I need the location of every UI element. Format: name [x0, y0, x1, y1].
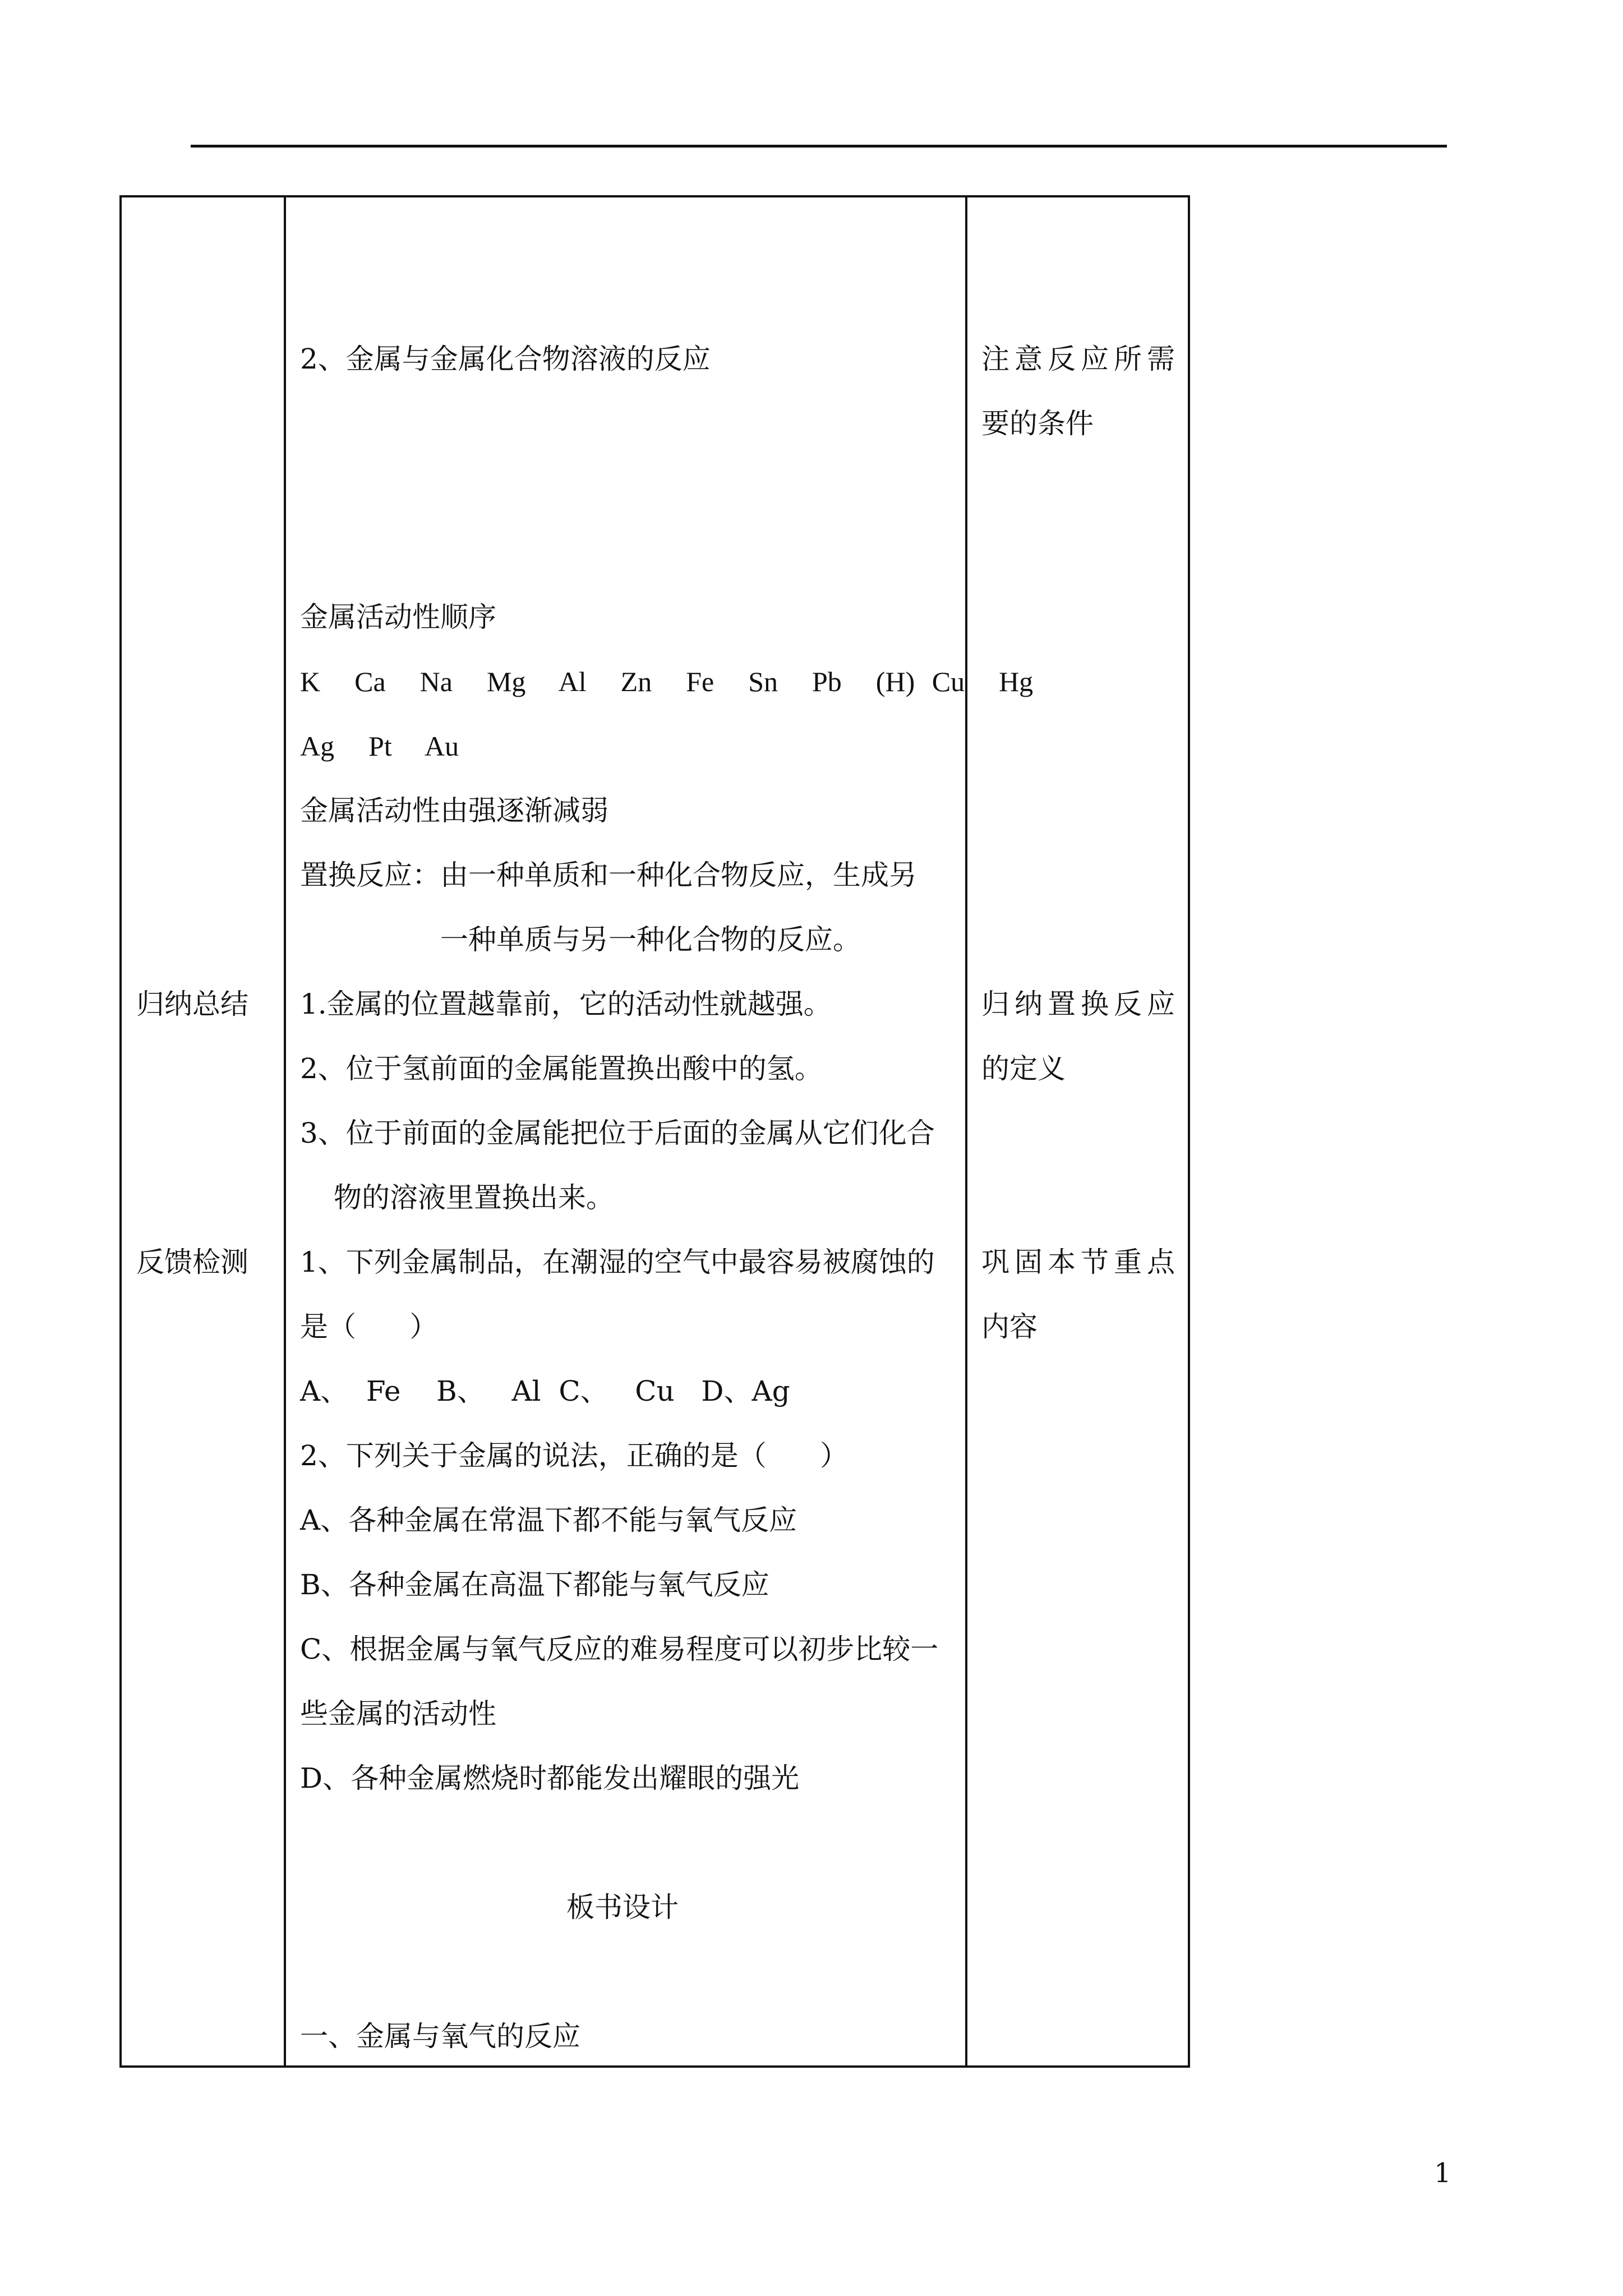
- question-2-option-a: A、各种金属在常温下都不能与氧气反应: [300, 1504, 797, 1536]
- question-2-option-c-line1: C、根据金属与氧气反应的难易程度可以初步比较一: [300, 1633, 939, 1665]
- column-divider-1: [284, 197, 286, 2065]
- rule-2: 2、位于氢前面的金属能置换出酸中的氢。: [300, 1052, 823, 1085]
- rule-3-line2: 物的溶液里置换出来。: [334, 1181, 614, 1214]
- note-conditions-line1: 注意反应所需: [981, 343, 1180, 375]
- question-2-option-d: D、各种金属燃烧时都能发出耀眼的强光: [300, 1762, 800, 1795]
- note-definition-line1: 归纳置换反应: [981, 988, 1180, 1020]
- summary-label: 归纳总结: [136, 988, 248, 1020]
- activity-series-line1: K Ca Na Mg Al Zn Fe Sn Pb (H) Cu Hg: [300, 666, 1034, 697]
- question-1-options: A、 Fe B、 Al C、 Cu D、Ag: [300, 1375, 790, 1407]
- page-number: 1: [1434, 2157, 1451, 2189]
- header-rule: [191, 145, 1447, 148]
- board-item-1: 一、金属与氧气的反应: [300, 2020, 580, 2053]
- feedback-label: 反馈检测: [136, 1246, 248, 1278]
- board-design-heading: 板书设计: [566, 1891, 679, 1924]
- activity-series-title: 金属活动性顺序: [300, 601, 496, 633]
- question-2-option-b: B、各种金属在高温下都能与氧气反应: [300, 1568, 769, 1601]
- note-review-line2: 内容: [981, 1310, 1038, 1343]
- note-review-line1: 巩固本节重点: [981, 1246, 1180, 1278]
- activity-series-line2: Ag Pt Au: [300, 730, 459, 762]
- activity-trend: 金属活动性由强逐渐减弱: [300, 794, 608, 827]
- rule-1: 1.金属的位置越靠前，它的活动性就越强。: [300, 988, 832, 1020]
- question-2-option-c-line2: 些金属的活动性: [300, 1697, 496, 1730]
- column-divider-2: [965, 197, 967, 2065]
- question-1-line1: 1、下列金属制品，在潮湿的空气中最容易被腐蚀的: [300, 1246, 935, 1278]
- replacement-definition-line2: 一种单质与另一种化合物的反应。: [440, 923, 861, 956]
- question-1-line2: 是（ ）: [300, 1310, 438, 1343]
- note-definition-line2: 的定义: [981, 1052, 1066, 1085]
- rule-3-line1: 3、位于前面的金属能把位于后面的金属从它们化合: [300, 1117, 935, 1149]
- question-2-stem: 2、下列关于金属的说法，正确的是（ ）: [300, 1439, 849, 1472]
- note-conditions-line2: 要的条件: [981, 407, 1094, 440]
- replacement-definition-line1: 置换反应：由一种单质和一种化合物反应，生成另: [300, 859, 917, 891]
- section2-title: 2、金属与金属化合物溶液的反应: [300, 343, 711, 375]
